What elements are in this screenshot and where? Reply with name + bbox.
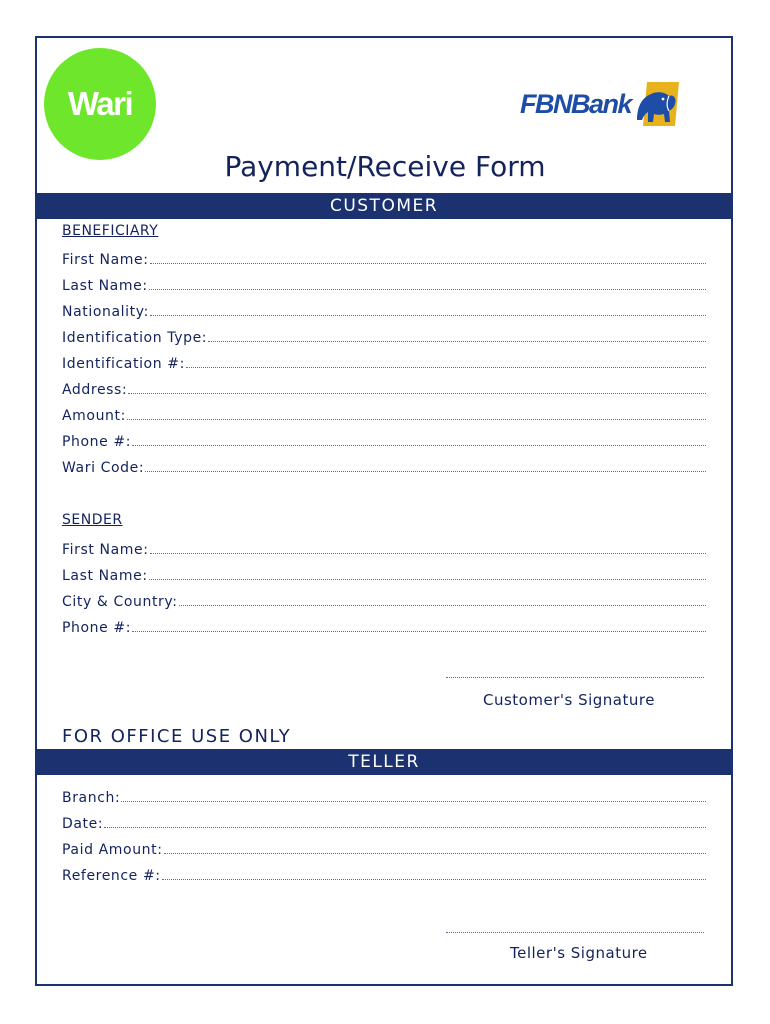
customer-band: CUSTOMER [37,193,731,219]
teller-date-field[interactable] [62,812,706,832]
field-fill-line [128,393,706,394]
form-title: Payment/Receive Form [224,150,546,183]
field-fill-line [145,471,706,472]
field-fill-line [162,879,706,880]
sender-city-country-field[interactable] [62,590,706,610]
beneficiary-phone-field[interactable] [62,430,706,450]
field-label: Phone #: [62,434,132,450]
sender-last-name-field[interactable] [62,564,706,584]
field-fill-line [186,367,706,368]
field-label: First Name: [62,252,149,268]
field-label: Nationality: [62,304,149,320]
field-fill-line [127,419,706,420]
field-label: City & Country: [62,594,178,610]
field-label: Last Name: [62,278,148,294]
field-fill-line [164,853,706,854]
wari-logo [44,48,156,160]
sender-phone-field[interactable] [62,616,706,636]
field-label: Date: [62,816,104,832]
beneficiary-nationality-field[interactable] [62,300,706,320]
field-label: Branch: [62,790,121,806]
sender-heading: SENDER [62,512,123,528]
wari-logo-text: Wari [67,85,133,122]
field-fill-line [179,605,706,606]
field-label: Reference #: [62,868,161,884]
field-label: Wari Code: [62,460,145,476]
customer-signature-label: Customer's Signature [483,691,655,709]
field-fill-line [150,263,706,264]
field-label: Phone #: [62,620,132,636]
beneficiary-amount-field[interactable] [62,404,706,424]
field-fill-line [104,827,706,828]
fbnbank-logo-text: FBNBank [520,88,632,119]
teller-paid-amount-field[interactable] [62,838,706,858]
field-label: Address: [62,382,128,398]
field-label: Identification Type: [62,330,208,346]
field-label: Last Name: [62,568,148,584]
beneficiary-first-name-field[interactable] [62,248,706,268]
field-fill-line [132,445,706,446]
field-label: Paid Amount: [62,842,163,858]
beneficiary-address-field[interactable] [62,378,706,398]
office-use-title: FOR OFFICE USE ONLY [62,726,292,747]
beneficiary-identification-number-field[interactable] [62,352,706,372]
teller-reference-field[interactable] [62,864,706,884]
customer-signature-line[interactable] [446,677,704,678]
beneficiary-wari-code-field[interactable] [62,456,706,476]
teller-signature-label: Teller's Signature [510,944,648,962]
teller-band: TELLER [37,749,731,775]
field-fill-line [132,631,706,632]
beneficiary-identification-type-field[interactable] [62,326,706,346]
fbnbank-logo [520,78,681,130]
sender-first-name-field[interactable] [62,538,706,558]
field-fill-line [208,341,706,342]
field-label: Identification #: [62,356,185,372]
elephant-emblem-icon [633,80,681,128]
teller-branch-field[interactable] [62,786,706,806]
field-label: Amount: [62,408,126,424]
field-fill-line [150,553,706,554]
field-label: First Name: [62,542,149,558]
beneficiary-heading: BENEFICIARY [62,223,159,239]
field-fill-line [121,801,706,802]
teller-signature-line[interactable] [446,932,704,933]
field-fill-line [149,579,706,580]
field-fill-line [150,315,706,316]
beneficiary-last-name-field[interactable] [62,274,706,294]
field-fill-line [149,289,706,290]
